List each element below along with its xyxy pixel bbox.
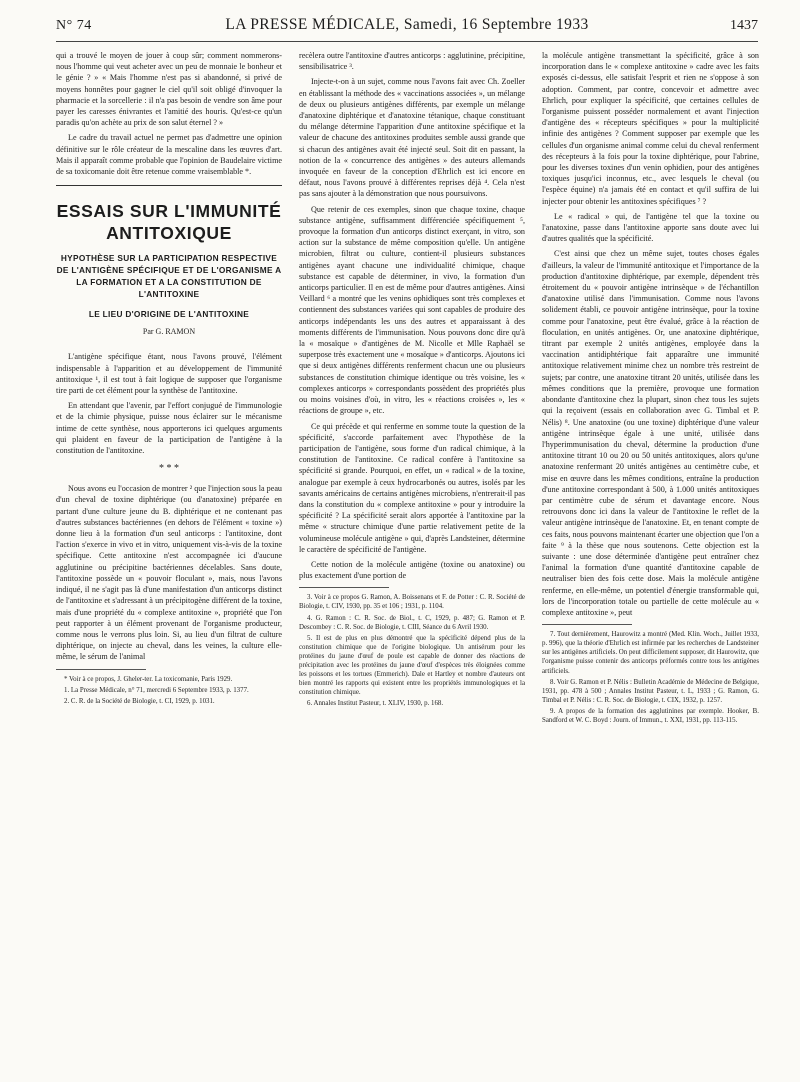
footnote: * Voir à ce propos, J. Gheler-ter. La toxicomanie, Paris 1929. <box>64 675 233 683</box>
running-header <box>56 16 758 42</box>
footnote: 3. Voir à ce propos G. Ramon, A. Boissenans et F. de Potter : C. R. Société de Biologie, t. CIV, 1930, pp. 35 et 106 ; 1931, p. 1104. <box>299 594 525 611</box>
article-title: ESSAIS SUR L'IMMUNITÉ ANTITOXIQUE <box>56 201 282 244</box>
paragraph: qui a trouvé le moyen de jouer à coup sûr; comment nommerons-nous l'homme qui veut acheter avec un peu de monnaie le bonheur et le génie ? » « Mais l'homme n'est pas si abandonné, si privé de moyens honnêtes pour gagner le ciel qu'il soit obligé d'invoquer la pharmacie et la sorcellerie : il n'a pas besoin de vendre son âme pour payer les caresses énivrantes et l'amitié des houris. Qu'est-ce qu'un paradis qu'on achète au prix de son salut éternel ? » <box>56 51 282 128</box>
footnote: 8. Voir G. Ramon et P. Nélis : Bulletin Académie de Médecine de Belgique, 1931, pp. 478 à 500 ; Annales Institut Pasteur, t. L, 1933 ; G. Ramon, G. Timbal et P. Nélis : C. R. Soc. de Biologie, t. CIX, 1932, p. 1257. <box>542 678 759 704</box>
footnote-rule <box>299 587 389 588</box>
footnotes <box>542 630 759 725</box>
section-stars: * * * <box>159 463 179 475</box>
footnote: 9. A propos de la formation des agglutinines par exemple. Hooker, B. Sandford et W. C. Boyd : Journ. of Immun., t. XXI, 1931, pp. 113-115. <box>542 707 759 724</box>
footnote-rule <box>56 669 146 670</box>
paragraph: recèlera outre l'antitoxine d'autres anticorps : agglutinine, précipitine, sensibilisatrice ³. <box>299 51 525 72</box>
paragraph: Cette notion de la molécule antigène (toxine ou anatoxine) ou plus exactement d'une portion de <box>299 559 525 581</box>
page-number: 1437 <box>730 18 758 33</box>
footnote: 2. C. R. de la Société de Biologie, t. CI, 1929, p. 1031. <box>64 697 215 705</box>
paragraph: Le « radical » qui, de l'antigène tel que la toxine ou l'anatoxine, passe dans l'antitoxine apporte sans doute avec lui d'autres qualités que la spécificité. <box>542 211 759 244</box>
column-left <box>56 50 282 708</box>
paragraph: Nous avons eu l'occasion de montrer ² que l'injection sous la peau d'un cheval de toxine diphtérique (ou d'anatoxine) préparée en partant d'une culture jeune du B. diphtérique et ne contenant pas d'autres substances bactériennes (en dehors de l'élément « toxine ») donne lieu à la formation d'un seul anticorps : l'antitoxine, dont l'action s'exerce in vivo et in vitro, uniquement vis-à-vis de la toxine spécifique. Cette antitoxine n'est accompagnée ici d'aucune agglutinine ou précipitine bactériennes décelables. Sans doute, l'antitoxine possède un « pouvoir floculant », mais, nous l'avons indiqué, il ne s'agit pas là d'une manifestation d'un anticorps distinct de l'antitoxine et s'adressant à un précipitogène différent de la toxine, mais d'une propriété du « complexe antitoxine », propriété que l'on peut rapporter à un élément provenant de l'organisme producteur, comme nous le verrons plus loin. Si, au lieu d'un filtrat de culture diphtérique, on injecte au cheval, dans les veines, la culture elle-même, le sérum de l'animal <box>56 484 282 662</box>
paragraph: Ce qui précède et qui renferme en somme toute la question de la spécificité, s'accorde parfaitement avec l'hypothèse de la participation de l'antigène, sous forme d'un radical chimique, à la constitution de l'antitoxine. Ce radical confère à l'antitoxine sa spécificité si grande. Pourquoi, en effet, un « radical » de la toxine, analogue par exemple à ceux hydrocarbonés ou autres, isolés par les savants américains de certains antigènes microbiens, n'entrerait-il pas dans la constitution du « complexe antitoxine » pour y introduire la spécificité ? La spécificité serait alors apportée à l'antitoxine par la même « structure chimique d'une partie relativement petite de la volumineuse molécule antigène » qui, d'après Landsteiner, détermine le caractère de spécificité de l'antigène. <box>299 421 525 554</box>
footnote: 5. Il est de plus en plus démontré que la spécificité dépend plus de la constitution chimique que de l'origine biologique. Un antisérum pour les protéines du jaune d'œuf de poule est capable de donner des réactions de précipitation avec les protéines du jaune d'œuf d'espèces très éloignées comme les poissons et les tortues (Emmerich). Dale et Hartley et nombre d'auteurs ont bien montré les rapports qui existent entre les propriétés immunologiques et la constitution chimique. <box>299 634 525 697</box>
paragraph: Que retenir de ces exemples, sinon que chaque toxine, chaque substance antigène, suffisamment différenciée spécifiquement ⁵, provoque la formation d'un anticorps distinct exerçant, in vitro, son action sur la substance de même composition qu'elle. Un antigène microbien, filtrat ou culture, contient-il plusieurs substances antigènes ayant chacune une individualité chimique, chaque substance est capable de déterminer, in vivo, la formation d'un anticorps particulier. Il en est de même pour d'autres antigènes. Ainsi Veillard ⁶ a montré que les venins ophidiques sont très complexes et contiennent des substances variées qui sont capables de produire des anticorps indépendants les uns des autres et apparaissant à des moments différents de l'immunisation. Nous pouvons donc dire qu'à la « mosaïque » d'antigènes de M. Nicolle et Mlle Raphaël se superpose très exactement une « mosaïque » d'anticorps. Ajoutons ici que si deux antigènes différents renferment chacun une ou plusieurs substances de constitution chimique identique ou très voisine, les « complexes anticorps » correspondants possèdent des propriétés plus ou moins voisines d'où, in vitro, les « réactions croisées », les « réactions de groupe », etc. <box>299 204 525 416</box>
section-divider <box>56 185 282 186</box>
paragraph: L'antigène spécifique étant, nous l'avons prouvé, l'élément indispensable à l'apparition et au développement de l'immunité antitoxique ¹, il est tout à fait logique de supposer que l'organisme tire parti de cet élément pour la synthèse de l'antitoxine. <box>56 352 282 396</box>
author-byline: Par G. RAMON <box>142 327 196 337</box>
footnote: 4. G. Ramon : C. R. Soc. de Biol., t. C, 1929, p. 487; G. Ramon et P. Descombey : C. R. Soc. de Biologie, t. CIII, Séance du 6 Avril 1930. <box>299 614 525 631</box>
footnote: 1. La Presse Médicale, n° 71, mercredi 6 Septembre 1933, p. 1377. <box>64 686 249 694</box>
footnote: 6. Annales Institut Pasteur, t. XLIV, 1930, p. 168. <box>307 700 444 708</box>
paragraph: la molécule antigène transmettant la spécificité, grâce à son incorporation dans le « complexe antitoxine » cadre avec les faits exposés ci-dessus, elle satisfait l'esprit et rien ne s'oppose à son adoption. Comment, par contre, concevoir et admettre avec Ehrlich, pour expliquer la spécificité, que certaines cellules de l'organisme puissent posséder normalement et avant l'injection d'antigène des « récepteurs spécifiques » pour la multiplicité infinie des antigènes ? Comment supposer par exemple que les cellules d'un organisme animal comme celui du cheval renferment des récepteurs à la fois pour la toxine diphtérique, pour l'abrine, pour les diverses toxines d'un venin ophidien, pour des antigènes toxiques jusqu'ici inconnus, etc., avec lesquels le cheval (ou l'espèce équine) n'a jamais été en contact et qu'il suffira de lui injecter pour obtenir les antitoxines spécifiques ⁷ ? <box>542 51 759 206</box>
paragraph: Injecte-t-on à un sujet, comme nous l'avons fait avec Ch. Zoeller en établissant la méthode des « vaccinations associées », un mélange de deux ou plusieurs antigènes différents, par exemple un mélange d'anatoxine diphtérique et d'anatoxine tétanique, chaque constituant du mélange détermine l'apparition d'une antitoxine spécifique et la valeur de chacune des antitoxines produites semble aussi grande que si chacun des antigènes avait été injecté seul. Soit dit en passant, la notion de la « concurrence des antigènes » des auteurs allemands invoquée en faveur de la conception d'Ehrlich est ici encore en défaut, nous l'avons prouvé à différentes reprises déjà ⁴. Cela n'est pas sans ajouter à la démonstration que nous poursuivons. <box>299 77 525 199</box>
footnotes <box>56 675 282 706</box>
paragraph: En attendant que l'avenir, par l'effort conjugué de l'immunologie et de la chimie physique, puisse nous éclairer sur le mécanisme intime de cette synthèse, nous apporterons ici quelques arguments qui plaident en faveur de la participation de l'antigène à la constitution de l'antitoxine. <box>56 401 282 456</box>
journal-title: LA PRESSE MÉDICALE, Samedi, 16 Septembre 1933 <box>225 16 589 33</box>
footnote-rule <box>542 624 632 625</box>
article-subtitle: HYPOTHÈSE SUR LA PARTICIPATION RESPECTIVE DE L'ANTIGÈNE SPÉCIFIQUE ET DE L'ORGANISME A LA FORMATION ET A LA CONSTITUTION DE L'ANTITOXINE <box>56 253 282 300</box>
column-right <box>542 50 759 727</box>
footnote: 7. Tout dernièrement, Haurowitz a montré (Med. Klin. Woch., Juillet 1933, p. 996), que la théorie d'Ehrlich est infirmée par les recherches de Landsteiner sur les antigènes artificiels. On peut difficilement supposer, dit Haurowitz, que l'organisme puisse contenir des anticorps préformés contre tous les antigènes artificiels. <box>542 631 759 675</box>
issue-number: N° 74 <box>56 18 92 33</box>
article-section-heading: LE LIEU D'ORIGINE DE L'ANTITOXINE <box>88 309 250 320</box>
paragraph: C'est ainsi que chez un même sujet, toutes choses égales d'ailleurs, la valeur de l'immunité antitoxique et l'importance de la production d'antitoxine diphtérique, par exemple, dépendent très étroitement du « pouvoir antigène intrinsèque » de l'échantillon d'anatoxine utilisé dans l'immunisation. Comme nous l'avons solidement établi, ce pouvoir antigène intrinsèque, pour la toxine comme pour l'anatoxine, peut être évalué, grâce à la réaction de floculation, en unités antigènes. Or, une anatoxine diphtérique, titrant par exemple 2 unités antigènes, employée dans la vaccination antidiphtérique fait apparaître une immunité antitoxique relativement minime chez un nombre très restreint de sujets; par contre, une anatoxine titrant 20 unités, utilisée dans les mêmes conditions que la première, provoque une formation abondante d'antitoxine chez la plupart, sinon chez tous les sujets qui la reçoivent (essais en collaboration avec G. Timbal et P. Nélis) ⁸. Une anatoxine (ou une toxine) diphtérique d'une valeur antigène intrinsèque égale à une unité, utilisée dans l'hyperimmunisation du cheval, détermine la production d'une antitoxine titrant 10 ou 20 ou 50 unités antitoxiques, alors qu'une anatoxine renfermant 20 unités antigènes au centimètre cube, et mise en œuvre dans les mêmes conditions, entraîne la production d'une antitoxine correspondant à 500, à 1.000 unités antitoxiques par centimètre cube de sérum et davantage encore. Nous retrouvons donc ici dans la valeur de l'antitoxine le reflet de la valeur antigène intrinsèque de l'anatoxine. Et, en tenant compte de ces faits, nous pouvons maintenant écarter une objection que l'on a faite ⁹ à la thèse que nous soutenons. Cette objection est la suivante : une dose déterminée d'antigène peut entraîner chez l'animal la formation d'une quantité d'antitoxine capable de neutraliser bien des fois cette dose. Mais la molécule antigène renferme, en elle-même, un potentiel d'énergie transformable qui, lors de l'incorporation totale ou partielle de cette molécule au « complexe antitoxine », peut <box>542 249 759 617</box>
paragraph: Le cadre du travail actuel ne permet pas d'admettre une opinion définitive sur le rôle créateur de la mescaline dans les œuvres d'art. Mais il apparaît comme probable que l'opinion de Baudelaire victime de sa toxicomanie doit être retenue comme vraisemblable *. <box>56 133 282 177</box>
footnotes <box>299 593 525 708</box>
column-middle <box>299 50 525 710</box>
